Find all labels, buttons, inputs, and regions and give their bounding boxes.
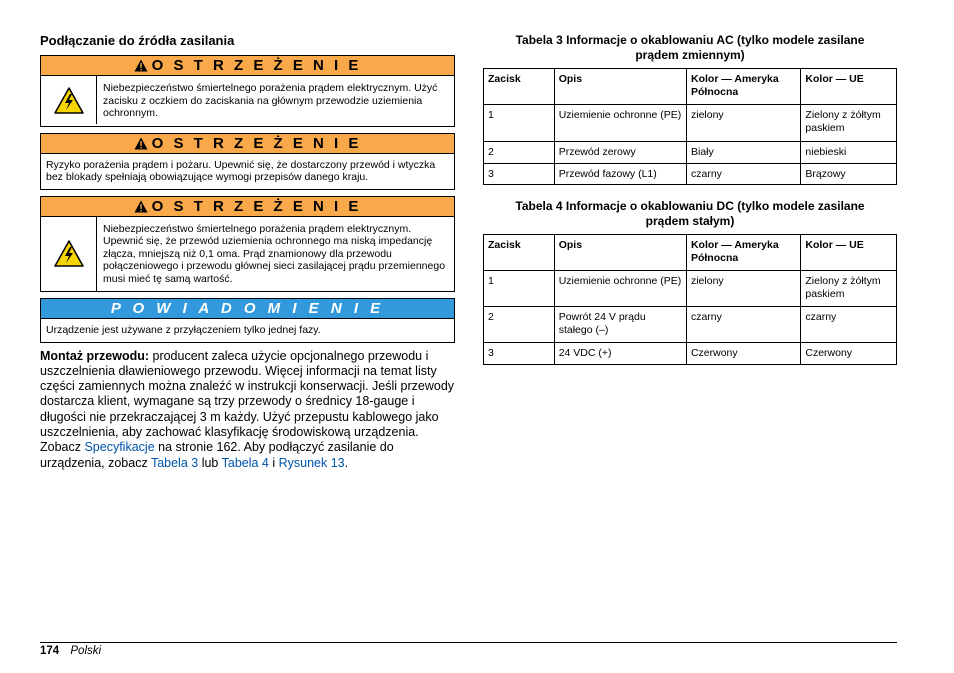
table-cell: czarny	[801, 307, 897, 343]
table-cell: Zielony z żółtym paskiem	[801, 271, 897, 307]
page-footer	[40, 644, 101, 658]
paragraph-lead: Montaż przewodu:	[40, 348, 150, 363]
warning-header-label: O S T R Z E Ż E N I E	[151, 197, 362, 215]
warning-text: Ryzyko porażenia prądem i pożaru. Upewnić się, że dostarczony przewód i wtyczka bez blokady spełniają obowiązujące wymogi przepisów danego kraju.	[46, 158, 436, 183]
table-cell: Zielony z żółtym paskiem	[801, 105, 897, 142]
warning-text: Niebezpieczeństwo śmiertelnego porażenia prądem elektrycznym. Upewnić się, że przewód uziemienia ochronnego ma niską impedancję złącza, mniejszą niż 0,1 oma. Prąd znamionowy dla przewodu połączeniowego i przewodu głównej sieci zasilającej prądu przemiennego musi mieć tę samą wartość.	[103, 222, 446, 285]
paragraph-text: .	[344, 455, 349, 470]
table-cell: Uziemienie ochronne (PE)	[554, 271, 686, 307]
left-column	[40, 33, 455, 471]
notice-text: Urządzenie jest używane z przyłączeniem tylko jednej fazy.	[46, 324, 321, 336]
table-cell: Powrót 24 V prądu stałego (–)	[554, 307, 686, 343]
footer-divider	[40, 642, 897, 643]
warning-text: Niebezpieczeństwo śmiertelnego porażenia prądem elektrycznym. Użyć zacisku z oczkiem do zaciskania na głównym przewodzie uziemienia ochronnym.	[103, 82, 438, 119]
table-3-caption	[483, 33, 897, 63]
table-cell: 1	[484, 105, 555, 142]
page-number: 174	[40, 645, 60, 657]
warning-header	[41, 134, 454, 154]
header-terminal: Zacisk	[484, 69, 555, 105]
link-table-3[interactable]: Tabela 3	[150, 455, 199, 470]
table-cell: 3	[484, 343, 555, 365]
table-cell: Biały	[687, 142, 801, 164]
header-color-na: Kolor — Ameryka Północna	[686, 235, 800, 271]
table-row	[484, 163, 897, 185]
table-cell: Przewód fazowy (L1)	[554, 163, 686, 185]
header-description: Opis	[554, 69, 686, 105]
table-cell: Uziemienie ochronne (PE)	[554, 105, 686, 142]
footer-language: Polski	[70, 645, 102, 657]
warning-header	[41, 56, 454, 76]
table-cell: Przewód zerowy	[554, 142, 686, 164]
table-header-row	[484, 235, 897, 271]
table-cell: 3	[484, 163, 555, 185]
table-cell: czarny	[687, 163, 801, 185]
table-cell: Brązowy	[801, 163, 897, 185]
table-cell: Czerwony	[686, 343, 800, 365]
section-title: Podłączanie do źródła zasilania	[40, 33, 235, 48]
header-terminal: Zacisk	[484, 235, 555, 271]
warning-header	[41, 197, 454, 217]
notice-header: P O W I A D O M I E N I E	[41, 299, 454, 319]
caption-line: prądem stałym)	[645, 214, 735, 228]
header-color-na: Kolor — Ameryka Północna	[687, 69, 801, 105]
paragraph-text: na stronie 162. Aby podłączyć zasilanie do urządzenia, zobacz	[40, 440, 394, 470]
table-cell: Czerwony	[801, 343, 897, 365]
right-column	[483, 33, 897, 379]
table-cell: czarny	[686, 307, 800, 343]
warning-box-3	[40, 196, 455, 293]
table-row	[484, 343, 897, 365]
table-row	[484, 105, 897, 142]
warning-box-2	[40, 133, 455, 190]
warning-triangle-icon	[134, 200, 148, 213]
paragraph-text: producent zaleca użycie opcjonalnego przewodu i uszczelnienia dławieniowego przewodu. Więcej informacji na temat listy części zamiennych można znaleźć w instrukcji konserwacji. Jeśli przewody dostarcza klient, wymagane są trzy przewody o średnicy 18-gauge i długości nie przekraczającej 3 m każdy. Użyć przepustu kablowego jako uszczelnienia, aby zachować klasyfikację środowiskową urządzenia. Zobacz	[40, 348, 455, 455]
table-cell: zielony	[687, 105, 801, 142]
link-specifications[interactable]: Specyfikacje	[84, 440, 155, 455]
paragraph-text: i	[268, 455, 279, 470]
header-color-eu: Kolor — UE	[801, 235, 897, 271]
table-3-ac-wiring	[483, 68, 897, 185]
paragraph-text: lub	[198, 455, 222, 470]
table-cell: 2	[484, 142, 555, 164]
table-row	[484, 307, 897, 343]
table-cell: 24 VDC (+)	[554, 343, 686, 365]
link-table-4[interactable]: Tabela 4	[221, 455, 269, 470]
notice-box	[40, 298, 455, 343]
table-row	[484, 142, 897, 164]
table-cell: zielony	[686, 271, 800, 307]
table-row	[484, 271, 897, 307]
header-color-eu: Kolor — UE	[801, 69, 897, 105]
caption-line: Tabela 4 Informacje o okablowaniu DC (tylko modele zasilane	[515, 199, 865, 213]
table-4-dc-wiring	[483, 234, 897, 365]
electric-shock-icon	[41, 217, 97, 292]
link-figure-13[interactable]: Rysunek 13	[278, 455, 345, 470]
warning-box-1	[40, 55, 455, 127]
table-cell: 2	[484, 307, 555, 343]
cable-installation-paragraph	[40, 349, 455, 471]
warning-header-label: O S T R Z E Ż E N I E	[151, 57, 362, 74]
warning-triangle-icon	[134, 59, 148, 72]
warning-header-label: O S T R Z E Ż E N I E	[151, 134, 362, 152]
table-4-caption	[483, 199, 897, 229]
header-description: Opis	[554, 235, 686, 271]
electric-shock-icon	[41, 76, 97, 124]
warning-triangle-icon	[134, 137, 148, 150]
table-cell: 1	[484, 271, 555, 307]
table-header-row	[484, 69, 897, 105]
caption-line: Tabela 3 Informacje o okablowaniu AC (tylko modele zasilane	[515, 33, 865, 47]
caption-line: prądem zmiennym)	[635, 48, 745, 62]
table-cell: niebieski	[801, 142, 897, 164]
